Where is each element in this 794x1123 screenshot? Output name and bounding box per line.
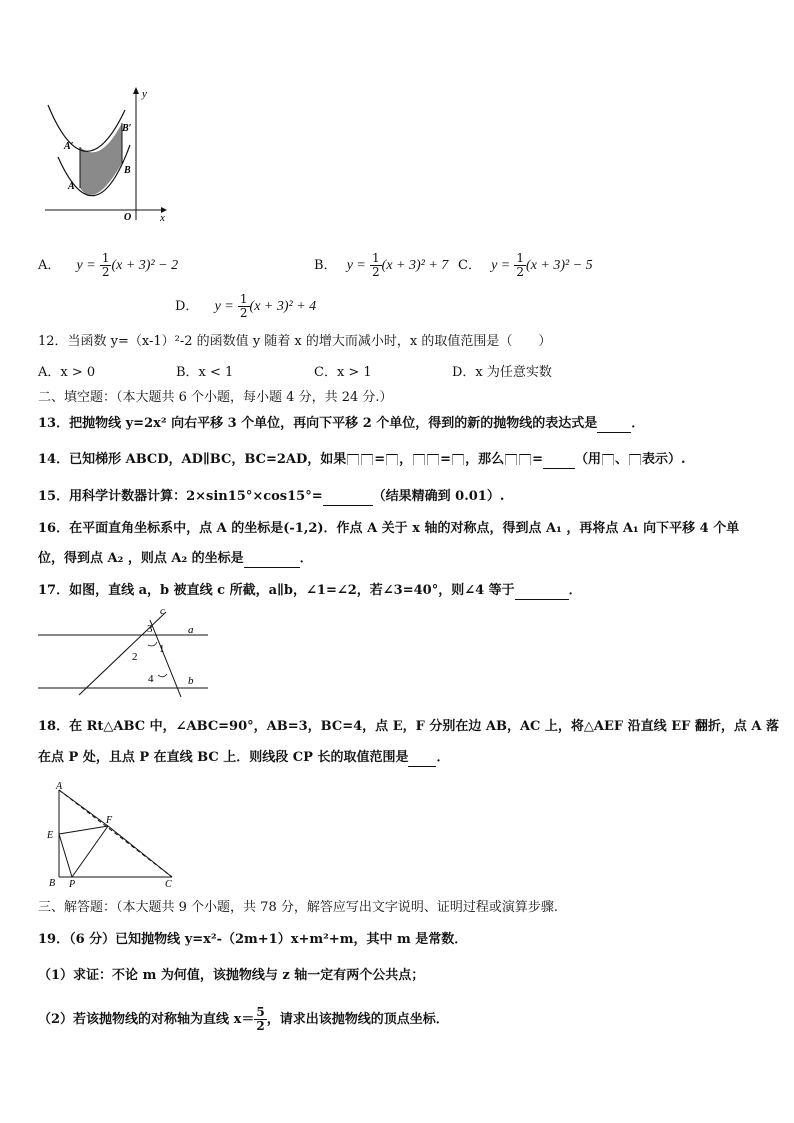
- tri-b-label: B: [49, 878, 56, 889]
- q19-stem: 19．（6 分）已知抛物线 y=x²-（2m+1）x+m²+m，其中 m 是常数．: [38, 932, 468, 947]
- angle-4-label: 4: [148, 673, 154, 685]
- q11-option-d: D． y = $\frac{1}{2}$ (x + 3)² + 4: [175, 292, 317, 320]
- tri-p-label: P: [69, 879, 76, 890]
- line-a-label: a: [188, 624, 194, 636]
- q13: 13．把抛物线 y=2x² 向右平移 3 个单位，再向下平移 2 个单位，得到的新的抛物线的表达式是 ．: [38, 416, 645, 431]
- angle-2-label: 2: [132, 651, 138, 663]
- origin-label: O: [124, 212, 132, 223]
- parallel-lines-figure: [36, 602, 216, 697]
- q14: 14．已知梯形 ABCD，AD∥BC，BC=2AD，如果 = ， = ，那么 = （用 、 表示）.: [38, 452, 686, 467]
- tri-e-label: E: [47, 830, 54, 841]
- x-axis-label: x: [160, 212, 165, 224]
- section-2-heading: 二、填空题：（本大题共 6 个小题，每小题 4 分，共 24 分.）: [38, 390, 393, 405]
- q19-part-1: （1）求证：不论 m 为何值，该抛物线与 z 轴一定有两个公共点；: [38, 968, 425, 983]
- parabola-figure: [40, 85, 180, 225]
- angle-1-label: 1: [159, 643, 165, 655]
- section-3-heading: 三、解答题：（本大题共 9 个小题，共 78 分，解答应写出文字说明、证明过程或演算步骤.: [38, 900, 558, 915]
- q16-line-2: 位，得到点 A₂ ，则点 A₂ 的坐标是 ．: [38, 551, 313, 566]
- q11-option-a: A． y = $\frac{1}{2}$ (x + 3)² − 2: [38, 251, 179, 279]
- q19-part-2: （2）若该抛物线的对称轴为直线 x＝ $\frac{5}{2}$ ，请求出该抛物线的顶点坐标．: [38, 1005, 449, 1033]
- angle-3-label: 3: [147, 623, 153, 635]
- q16-line-1: 16．在平面直角坐标系中，点 A 的坐标是(-1,2)．作点 A 关于 x 轴的对称点，得到点 A₁ ，再将点 A₁ 向下平移 4 个单: [38, 521, 740, 536]
- q12-stem: 12．当函数 y=（x-1）²-2 的函数值 y 随着 x 的增大而减小时，x 的取值范围是（ ）: [38, 334, 552, 349]
- q12-option-a: A．x > 0: [38, 365, 96, 380]
- point-b-label: B: [124, 165, 131, 176]
- point-b-prime-label: B′: [122, 123, 132, 134]
- q17: 17．如图，直线 a，b 被直线 c 所截，a∥b，∠1=∠2，若∠3=40°，则∠4 等于 ．: [38, 583, 582, 598]
- line-b-label: b: [188, 675, 194, 687]
- q12-option-c: C．x > 1: [314, 365, 372, 380]
- tri-f-label: F: [106, 815, 113, 826]
- q18-line-1: 18．在 Rt△ABC 中，∠ABC=90°，AB=3，BC=4，点 E，F 分别在边 AB，AC 上，将△AEF 沿直线 EF 翻折，点 A 落: [38, 719, 780, 734]
- q11-option-b: B． y = $\frac{1}{2}$ (x + 3)² + 7: [314, 251, 449, 279]
- q15: 15．用科学计数器计算：2×sin15°×cos15°= （结果精确到 0.01）.: [38, 489, 505, 504]
- tri-c-label: C: [165, 879, 172, 890]
- q12-option-b: B．x < 1: [176, 365, 234, 380]
- q18-line-2: 在点 P 处，且点 P 在直线 BC 上．则线段 CP 长的取值范围是 ．: [38, 750, 450, 765]
- line-c-label: c: [160, 605, 165, 617]
- q12-option-d: D．x 为任意实数: [452, 365, 552, 380]
- triangle-fold-figure: [44, 780, 184, 890]
- point-a-prime-label: A′: [64, 141, 74, 152]
- point-a-label: A: [68, 181, 75, 192]
- y-axis-label: y: [142, 88, 147, 100]
- tri-a-label: A: [56, 781, 63, 792]
- q11-option-c: C． y = $\frac{1}{2}$ (x + 3)² − 5: [458, 251, 593, 279]
